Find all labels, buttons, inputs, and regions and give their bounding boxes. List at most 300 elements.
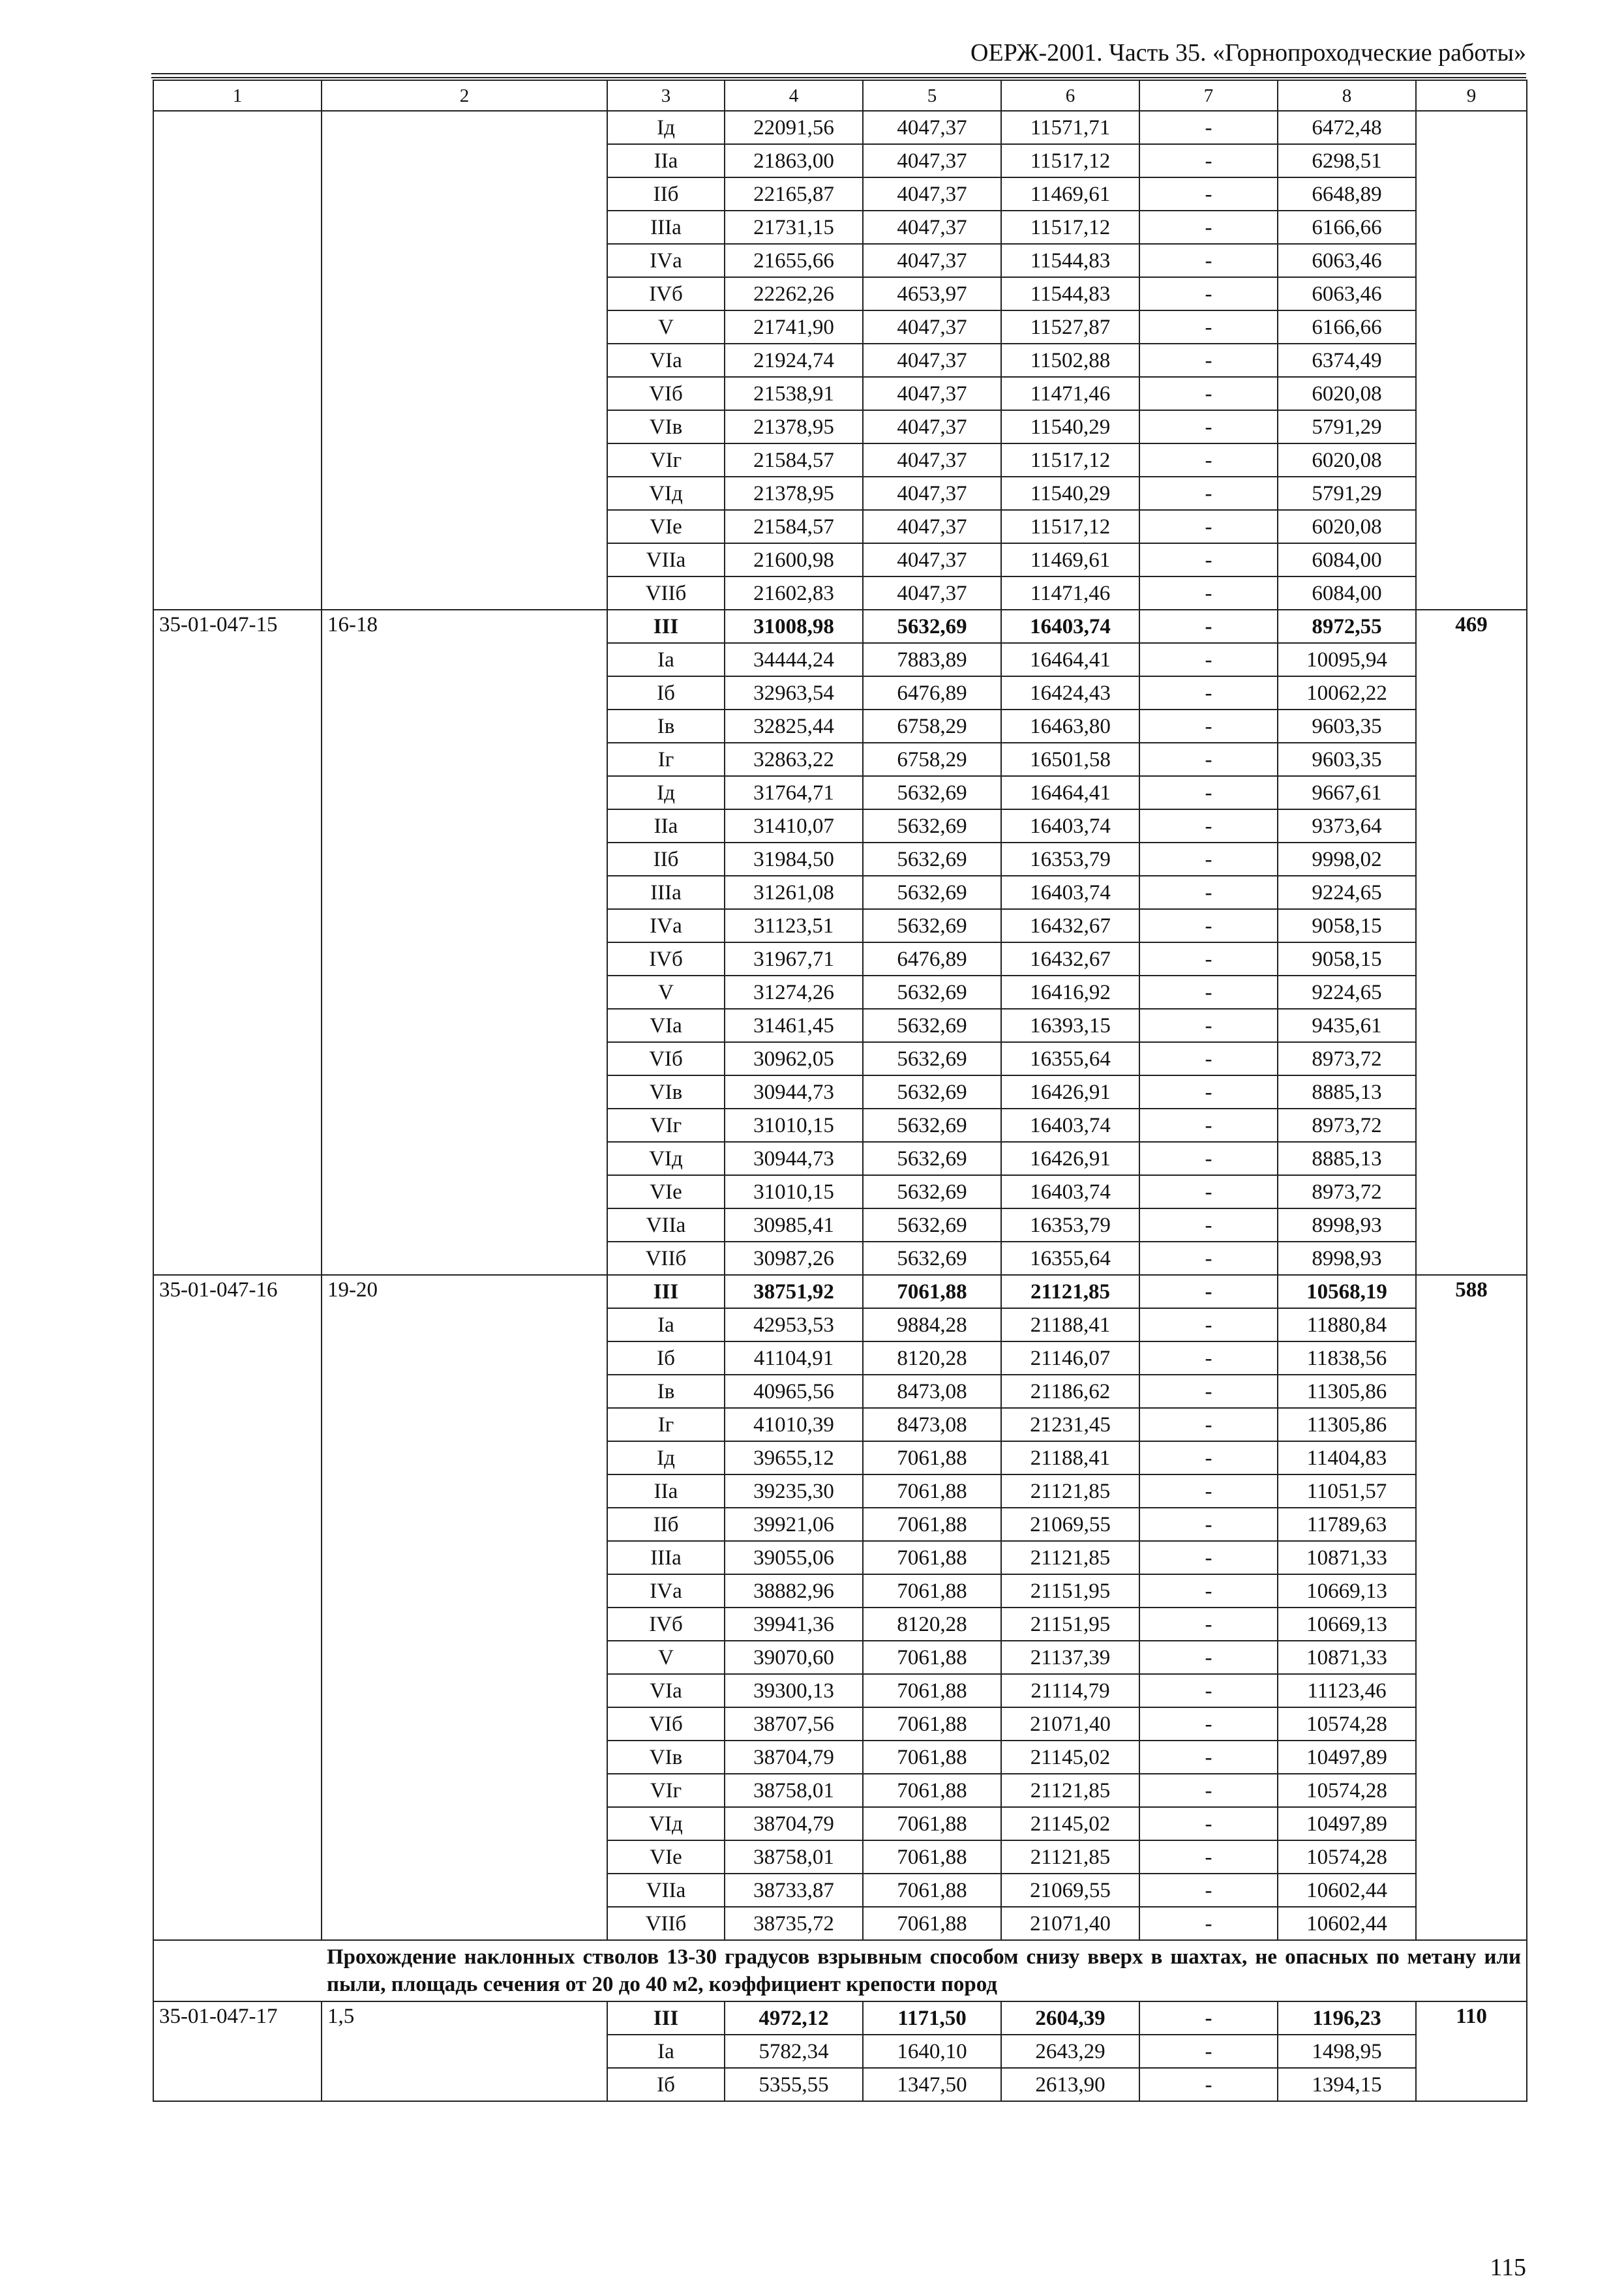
rate-code	[153, 111, 322, 610]
total-cost: 31274,26	[725, 976, 863, 1009]
rock-category: IIа	[607, 144, 725, 177]
rock-category: V	[607, 976, 725, 1009]
machinist-wages: -	[1139, 843, 1278, 876]
rock-category: VIIб	[607, 1242, 725, 1275]
rock-category: VIа	[607, 1674, 725, 1707]
machinist-wages: -	[1139, 211, 1278, 244]
rock-category: Iг	[607, 743, 725, 776]
machine-cost: 16353,79	[1001, 843, 1139, 876]
total-cost: 4972,12	[725, 2001, 863, 2035]
total-cost: 39055,06	[725, 1541, 863, 1574]
labor-wages: 7061,88	[863, 1874, 1001, 1907]
materials-cost: 8998,93	[1278, 1208, 1416, 1242]
total-cost: 21655,66	[725, 244, 863, 277]
column-number: 1	[153, 80, 322, 111]
labor-wages: 5632,69	[863, 809, 1001, 843]
materials-cost: 5791,29	[1278, 410, 1416, 443]
total-cost: 38758,01	[725, 1840, 863, 1874]
labor-wages: 8120,28	[863, 1608, 1001, 1641]
labor-wages: 7061,88	[863, 1275, 1001, 1308]
machinist-wages: -	[1139, 1341, 1278, 1375]
materials-cost: 8972,55	[1278, 610, 1416, 643]
materials-cost: 10062,22	[1278, 676, 1416, 710]
rock-category: VIд	[607, 1807, 725, 1840]
rock-category: VIв	[607, 1741, 725, 1774]
materials-cost: 10568,19	[1278, 1275, 1416, 1308]
labor-wages: 7061,88	[863, 1541, 1001, 1574]
labor-hours: 588	[1416, 1275, 1527, 1940]
machinist-wages: -	[1139, 1474, 1278, 1508]
labor-wages: 5632,69	[863, 1042, 1001, 1075]
machine-cost: 16416,92	[1001, 976, 1139, 1009]
labor-wages: 1171,50	[863, 2001, 1001, 2035]
materials-cost: 10871,33	[1278, 1541, 1416, 1574]
machine-cost: 11517,12	[1001, 510, 1139, 543]
machinist-wages: -	[1139, 477, 1278, 510]
machine-cost: 21188,41	[1001, 1441, 1139, 1474]
machinist-wages: -	[1139, 576, 1278, 610]
machinist-wages: -	[1139, 1774, 1278, 1807]
rock-category: VIIб	[607, 1907, 725, 1940]
labor-wages: 7061,88	[863, 1674, 1001, 1707]
labor-hours	[1416, 111, 1527, 610]
rock-category: VIе	[607, 1840, 725, 1874]
header-rule	[151, 73, 1526, 74]
header-rule	[151, 77, 1526, 78]
rock-category: IIIа	[607, 876, 725, 909]
total-cost: 21602,83	[725, 576, 863, 610]
total-cost: 41104,91	[725, 1341, 863, 1375]
labor-wages: 7061,88	[863, 1707, 1001, 1741]
total-cost: 41010,39	[725, 1408, 863, 1441]
materials-cost: 9224,65	[1278, 976, 1416, 1009]
total-cost: 30985,41	[725, 1208, 863, 1242]
labor-wages: 6476,89	[863, 942, 1001, 976]
rock-category: VIIа	[607, 1208, 725, 1242]
materials-cost: 9667,61	[1278, 776, 1416, 809]
machine-cost: 16463,80	[1001, 710, 1139, 743]
machine-cost: 11571,71	[1001, 111, 1139, 144]
rock-category: VIIа	[607, 1874, 725, 1907]
materials-cost: 11404,83	[1278, 1441, 1416, 1474]
labor-wages: 1347,50	[863, 2068, 1001, 2101]
labor-wages: 4047,37	[863, 244, 1001, 277]
total-cost: 38882,96	[725, 1574, 863, 1608]
rock-category: VIб	[607, 377, 725, 410]
machine-cost: 16393,15	[1001, 1009, 1139, 1042]
machinist-wages: -	[1139, 1541, 1278, 1574]
machine-cost: 16403,74	[1001, 809, 1139, 843]
section-row	[153, 1940, 1527, 2001]
table-row	[153, 2001, 1527, 2035]
machinist-wages: -	[1139, 1208, 1278, 1242]
machine-cost: 16424,43	[1001, 676, 1139, 710]
materials-cost: 11789,63	[1278, 1508, 1416, 1541]
materials-cost: 6374,49	[1278, 344, 1416, 377]
labor-hours: 469	[1416, 610, 1527, 1275]
machinist-wages: -	[1139, 1375, 1278, 1408]
machinist-wages: -	[1139, 1674, 1278, 1707]
rock-category: VIд	[607, 477, 725, 510]
labor-wages: 5632,69	[863, 776, 1001, 809]
machinist-wages: -	[1139, 1408, 1278, 1441]
total-cost: 32863,22	[725, 743, 863, 776]
machine-cost: 21121,85	[1001, 1541, 1139, 1574]
machine-cost: 21151,95	[1001, 1574, 1139, 1608]
materials-cost: 6166,66	[1278, 310, 1416, 344]
rock-category: VIв	[607, 1075, 725, 1109]
machinist-wages: -	[1139, 277, 1278, 310]
materials-cost: 6166,66	[1278, 211, 1416, 244]
total-cost: 22262,26	[725, 277, 863, 310]
machine-cost: 21137,39	[1001, 1641, 1139, 1674]
materials-cost: 10574,28	[1278, 1840, 1416, 1874]
materials-cost: 11880,84	[1278, 1308, 1416, 1341]
machine-cost: 16355,64	[1001, 1242, 1139, 1275]
machinist-wages: -	[1139, 710, 1278, 743]
total-cost: 39941,36	[725, 1608, 863, 1641]
column-number: 7	[1139, 80, 1278, 111]
machinist-wages: -	[1139, 1641, 1278, 1674]
machine-cost: 21121,85	[1001, 1275, 1139, 1308]
machinist-wages: -	[1139, 344, 1278, 377]
rock-category: IIIа	[607, 1541, 725, 1574]
machine-cost: 21069,55	[1001, 1508, 1139, 1541]
machinist-wages: -	[1139, 1009, 1278, 1042]
machine-cost: 16426,91	[1001, 1075, 1139, 1109]
labor-wages: 7061,88	[863, 1508, 1001, 1541]
machinist-wages: -	[1139, 1608, 1278, 1641]
rock-category: VIIа	[607, 543, 725, 576]
machine-cost: 16464,41	[1001, 643, 1139, 676]
materials-cost: 11051,57	[1278, 1474, 1416, 1508]
column-number: 9	[1416, 80, 1527, 111]
materials-cost: 10497,89	[1278, 1741, 1416, 1774]
machine-cost: 21186,62	[1001, 1375, 1139, 1408]
labor-wages: 5632,69	[863, 1109, 1001, 1142]
column-number: 4	[725, 80, 863, 111]
rate-parameter: 19-20	[322, 1275, 607, 1940]
materials-cost: 10574,28	[1278, 1707, 1416, 1741]
total-cost: 21584,57	[725, 443, 863, 477]
column-number-row	[153, 80, 1527, 111]
machinist-wages: -	[1139, 1574, 1278, 1608]
machinist-wages: -	[1139, 909, 1278, 942]
labor-wages: 5632,69	[863, 909, 1001, 942]
total-cost: 21584,57	[725, 510, 863, 543]
materials-cost: 1196,23	[1278, 2001, 1416, 2035]
machine-cost: 11544,83	[1001, 277, 1139, 310]
machinist-wages: -	[1139, 942, 1278, 976]
total-cost: 21863,00	[725, 144, 863, 177]
total-cost: 32963,54	[725, 676, 863, 710]
materials-cost: 11305,86	[1278, 1408, 1416, 1441]
labor-wages: 4047,37	[863, 310, 1001, 344]
machinist-wages: -	[1139, 111, 1278, 144]
labor-wages: 5632,69	[863, 876, 1001, 909]
rock-category: VIд	[607, 1142, 725, 1175]
rock-category: Iа	[607, 2035, 725, 2068]
labor-wages: 5632,69	[863, 1075, 1001, 1109]
labor-wages: 7061,88	[863, 1474, 1001, 1508]
materials-cost: 5791,29	[1278, 477, 1416, 510]
labor-wages: 9884,28	[863, 1308, 1001, 1341]
rate-parameter	[322, 111, 607, 610]
materials-cost: 8973,72	[1278, 1175, 1416, 1208]
total-cost: 31123,51	[725, 909, 863, 942]
total-cost: 38751,92	[725, 1275, 863, 1308]
labor-wages: 5632,69	[863, 1009, 1001, 1042]
machine-cost: 16403,74	[1001, 876, 1139, 909]
total-cost: 30962,05	[725, 1042, 863, 1075]
total-cost: 30944,73	[725, 1142, 863, 1175]
machine-cost: 21231,45	[1001, 1408, 1139, 1441]
rock-category: VIе	[607, 1175, 725, 1208]
column-number: 5	[863, 80, 1001, 111]
machine-cost: 16426,91	[1001, 1142, 1139, 1175]
rock-category: IIа	[607, 1474, 725, 1508]
machine-cost: 2643,29	[1001, 2035, 1139, 2068]
machinist-wages: -	[1139, 1175, 1278, 1208]
machinist-wages: -	[1139, 2035, 1278, 2068]
rock-category: Iа	[607, 1308, 725, 1341]
rate-code: 35-01-047-15	[153, 610, 322, 1275]
total-cost: 21731,15	[725, 211, 863, 244]
machine-cost: 21145,02	[1001, 1741, 1139, 1774]
labor-wages: 7061,88	[863, 1807, 1001, 1840]
total-cost: 38758,01	[725, 1774, 863, 1807]
materials-cost: 9603,35	[1278, 710, 1416, 743]
machine-cost: 21114,79	[1001, 1674, 1139, 1707]
rate-parameter: 16-18	[322, 610, 607, 1275]
machine-cost: 16403,74	[1001, 1175, 1139, 1208]
labor-wages: 5632,69	[863, 976, 1001, 1009]
rock-category: VIг	[607, 1774, 725, 1807]
machine-cost: 11540,29	[1001, 477, 1139, 510]
total-cost: 38735,72	[725, 1907, 863, 1940]
machinist-wages: -	[1139, 643, 1278, 676]
machinist-wages: -	[1139, 310, 1278, 344]
materials-cost: 10574,28	[1278, 1774, 1416, 1807]
machine-cost: 21146,07	[1001, 1341, 1139, 1375]
materials-cost: 8973,72	[1278, 1042, 1416, 1075]
materials-cost: 8973,72	[1278, 1109, 1416, 1142]
machinist-wages: -	[1139, 1441, 1278, 1474]
labor-wages: 5632,69	[863, 843, 1001, 876]
total-cost: 21378,95	[725, 477, 863, 510]
machinist-wages: -	[1139, 510, 1278, 543]
document-header: ОЕРЖ-2001. Часть 35. «Горнопроходческие работы»	[970, 39, 1526, 67]
rock-category: Iб	[607, 676, 725, 710]
machine-cost: 11471,46	[1001, 377, 1139, 410]
labor-wages: 4047,37	[863, 111, 1001, 144]
machine-cost: 21121,85	[1001, 1774, 1139, 1807]
labor-hours: 110	[1416, 2001, 1527, 2101]
total-cost: 31967,71	[725, 942, 863, 976]
materials-cost: 6298,51	[1278, 144, 1416, 177]
machine-cost: 16464,41	[1001, 776, 1139, 809]
labor-wages: 7061,88	[863, 1907, 1001, 1940]
machine-cost: 11540,29	[1001, 410, 1139, 443]
materials-cost: 6020,08	[1278, 443, 1416, 477]
labor-wages: 7061,88	[863, 1840, 1001, 1874]
total-cost: 21741,90	[725, 310, 863, 344]
rock-category: IIIа	[607, 211, 725, 244]
machine-cost: 11517,12	[1001, 211, 1139, 244]
table-row	[153, 1275, 1527, 1308]
materials-cost: 10497,89	[1278, 1807, 1416, 1840]
materials-cost: 9373,64	[1278, 809, 1416, 843]
labor-wages: 7061,88	[863, 1641, 1001, 1674]
total-cost: 22165,87	[725, 177, 863, 211]
labor-wages: 4047,37	[863, 477, 1001, 510]
materials-cost: 9435,61	[1278, 1009, 1416, 1042]
rock-category: IVа	[607, 244, 725, 277]
materials-cost: 1498,95	[1278, 2035, 1416, 2068]
materials-cost: 9603,35	[1278, 743, 1416, 776]
machinist-wages: -	[1139, 1075, 1278, 1109]
rock-category: VIе	[607, 510, 725, 543]
machine-cost: 2613,90	[1001, 2068, 1139, 2101]
machinist-wages: -	[1139, 1109, 1278, 1142]
labor-wages: 8473,08	[863, 1375, 1001, 1408]
total-cost: 32825,44	[725, 710, 863, 743]
materials-cost: 6020,08	[1278, 510, 1416, 543]
materials-cost: 9224,65	[1278, 876, 1416, 909]
total-cost: 31764,71	[725, 776, 863, 809]
machine-cost: 21151,95	[1001, 1608, 1139, 1641]
machinist-wages: -	[1139, 2068, 1278, 2101]
machine-cost: 16403,74	[1001, 1109, 1139, 1142]
total-cost: 5355,55	[725, 2068, 863, 2101]
machinist-wages: -	[1139, 1142, 1278, 1175]
rock-category: VIб	[607, 1042, 725, 1075]
rock-category: VIв	[607, 410, 725, 443]
machinist-wages: -	[1139, 2001, 1278, 2035]
rock-category: III	[607, 1275, 725, 1308]
machinist-wages: -	[1139, 244, 1278, 277]
rock-category: VIг	[607, 1109, 725, 1142]
materials-cost: 11838,56	[1278, 1341, 1416, 1375]
materials-cost: 8885,13	[1278, 1142, 1416, 1175]
machinist-wages: -	[1139, 776, 1278, 809]
rock-category: IVб	[607, 942, 725, 976]
labor-wages: 6758,29	[863, 743, 1001, 776]
total-cost: 31010,15	[725, 1109, 863, 1142]
machine-cost: 16432,67	[1001, 942, 1139, 976]
machine-cost: 11517,12	[1001, 443, 1139, 477]
total-cost: 21600,98	[725, 543, 863, 576]
machine-cost: 16353,79	[1001, 1208, 1139, 1242]
machinist-wages: -	[1139, 144, 1278, 177]
total-cost: 31008,98	[725, 610, 863, 643]
materials-cost: 9058,15	[1278, 909, 1416, 942]
materials-cost: 10669,13	[1278, 1574, 1416, 1608]
total-cost: 21538,91	[725, 377, 863, 410]
rock-category: Iд	[607, 1441, 725, 1474]
rock-category: IVа	[607, 1574, 725, 1608]
total-cost: 38707,56	[725, 1707, 863, 1741]
machine-cost: 21071,40	[1001, 1707, 1139, 1741]
machine-cost: 16355,64	[1001, 1042, 1139, 1075]
machine-cost: 11527,87	[1001, 310, 1139, 344]
machinist-wages: -	[1139, 1874, 1278, 1907]
rock-category: IIб	[607, 1508, 725, 1541]
materials-cost: 10602,44	[1278, 1874, 1416, 1907]
labor-wages: 4047,37	[863, 410, 1001, 443]
machinist-wages: -	[1139, 177, 1278, 211]
rock-category: IIа	[607, 809, 725, 843]
labor-wages: 4047,37	[863, 510, 1001, 543]
total-cost: 5782,34	[725, 2035, 863, 2068]
materials-cost: 10669,13	[1278, 1608, 1416, 1641]
labor-wages: 5632,69	[863, 1242, 1001, 1275]
total-cost: 39655,12	[725, 1441, 863, 1474]
machine-cost: 2604,39	[1001, 2001, 1139, 2035]
labor-wages: 5632,69	[863, 1175, 1001, 1208]
machine-cost: 11471,46	[1001, 576, 1139, 610]
rock-category: IVа	[607, 909, 725, 942]
total-cost: 30987,26	[725, 1242, 863, 1275]
column-number: 2	[322, 80, 607, 111]
machine-cost: 16501,58	[1001, 743, 1139, 776]
total-cost: 40965,56	[725, 1375, 863, 1408]
rock-category: VIг	[607, 443, 725, 477]
labor-wages: 4047,37	[863, 377, 1001, 410]
rock-category: Iв	[607, 710, 725, 743]
rock-category: IIб	[607, 177, 725, 211]
machinist-wages: -	[1139, 377, 1278, 410]
labor-wages: 4653,97	[863, 277, 1001, 310]
materials-cost: 11123,46	[1278, 1674, 1416, 1707]
total-cost: 21924,74	[725, 344, 863, 377]
labor-wages: 7061,88	[863, 1441, 1001, 1474]
empty-cell	[153, 1940, 322, 2001]
total-cost: 31261,08	[725, 876, 863, 909]
machinist-wages: -	[1139, 610, 1278, 643]
labor-wages: 7061,88	[863, 1774, 1001, 1807]
rock-category: VIа	[607, 344, 725, 377]
total-cost: 38733,87	[725, 1874, 863, 1907]
materials-cost: 6472,48	[1278, 111, 1416, 144]
machine-cost: 21071,40	[1001, 1907, 1139, 1940]
labor-wages: 5632,69	[863, 610, 1001, 643]
labor-wages: 8120,28	[863, 1341, 1001, 1375]
labor-wages: 8473,08	[863, 1408, 1001, 1441]
materials-cost: 10095,94	[1278, 643, 1416, 676]
rock-category: V	[607, 310, 725, 344]
machine-cost: 21121,85	[1001, 1840, 1139, 1874]
machinist-wages: -	[1139, 1042, 1278, 1075]
rate-code: 35-01-047-16	[153, 1275, 322, 1940]
rock-category: Iд	[607, 776, 725, 809]
total-cost: 22091,56	[725, 111, 863, 144]
materials-cost: 10871,33	[1278, 1641, 1416, 1674]
machinist-wages: -	[1139, 1907, 1278, 1940]
machine-cost: 16403,74	[1001, 610, 1139, 643]
machinist-wages: -	[1139, 976, 1278, 1009]
rock-category: Iб	[607, 1341, 725, 1375]
materials-cost: 6020,08	[1278, 377, 1416, 410]
labor-wages: 6758,29	[863, 710, 1001, 743]
labor-wages: 6476,89	[863, 676, 1001, 710]
machine-cost: 21145,02	[1001, 1807, 1139, 1840]
materials-cost: 8885,13	[1278, 1075, 1416, 1109]
rock-category: IIб	[607, 843, 725, 876]
machinist-wages: -	[1139, 809, 1278, 843]
machine-cost: 11517,12	[1001, 144, 1139, 177]
rock-category: Iв	[607, 1375, 725, 1408]
